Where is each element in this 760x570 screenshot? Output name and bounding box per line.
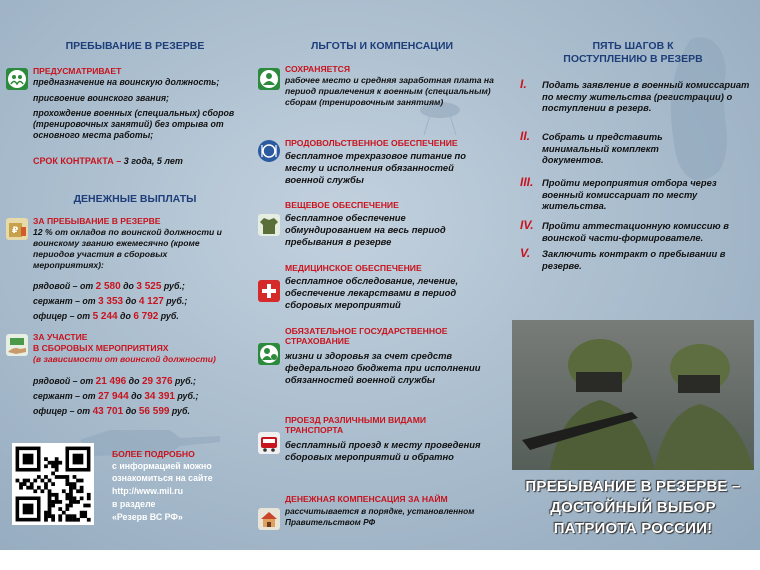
step-number-4: IV.	[520, 218, 534, 232]
connector: до	[128, 391, 145, 401]
connector: до	[117, 311, 134, 321]
reserve-pay-row	[33, 311, 179, 322]
food-icon	[258, 140, 280, 162]
benefit-text-medical: бесплатное обследование, лечение, обеспечение лекарствами в период сборовых мероприятий	[285, 275, 459, 310]
connector: до	[123, 296, 139, 306]
amount-to: 56 599	[138, 406, 170, 417]
more-info-line-5: «Резерв ВС РФ»	[112, 512, 183, 522]
slogan-line-1: ПРЕБЫВАНИЕ В РЕЗЕРВЕ –	[525, 478, 741, 495]
amount-from: 43 701	[92, 406, 124, 417]
benefit-text-clothing: бесплатное обеспечение обмундированием на весь период пребывания в резерве	[285, 212, 446, 247]
amount-to: 34 391	[144, 391, 175, 402]
benefit-text-rent: рассчитывается в порядке, установленном Правительством РФ	[285, 506, 475, 527]
currency-unit: руб.	[169, 406, 190, 416]
reserve-pay-row	[33, 281, 185, 292]
step-text-3: Пройти мероприятия отбора через военный комиссариат по месту жительства.	[542, 177, 717, 211]
benefit-label-workplace: СОХРАНЯЕТСЯ	[285, 64, 351, 74]
more-info-label: БОЛЕЕ ПОДРОБНО	[112, 449, 195, 459]
step-text-5: Заключить контракт о пребывании в резерве.	[542, 248, 726, 271]
column-benefits	[252, 0, 506, 550]
more-info-line-1: с информацией можно	[112, 461, 212, 471]
person-icon	[258, 68, 280, 90]
provides-label: ПРЕДУСМАТРИВАЕТ	[33, 66, 122, 76]
amount-from: 3 353	[98, 296, 124, 307]
connector: до	[123, 406, 139, 416]
connector: до	[126, 376, 142, 386]
benefit-label-rent: ДЕНЕЖНАЯ КОМПЕНСАЦИЯ ЗА НАЙМ	[285, 494, 448, 504]
provides-item-1: предназначение на воинскую должность;	[33, 77, 220, 87]
benefit-text-transport: бесплатный проезд к месту проведения сборовых мероприятий и обратно	[285, 439, 481, 462]
currency-unit: руб.;	[163, 296, 188, 306]
slogan-line-2: ДОСТОЙНЫЙ ВЫБОР	[550, 499, 716, 516]
participation-pay-row	[33, 391, 198, 402]
step-number-2: II.	[520, 129, 531, 143]
provides-item-2: присвоение воинского звания;	[33, 93, 169, 103]
reserve-pay-label: ЗА ПРЕБЫВАНИЕ В РЕЗЕРВЕ	[33, 216, 161, 226]
reserve-pay-text: 12 % от окладов по воинской должности и воинскому званию ежемесячно (кроме периодов участия в сборовых мероприятиях):	[33, 227, 222, 270]
contract-value: 3 года, 5 лет	[123, 156, 183, 166]
step-text-2: Собрать и представить минимальный комплект документов.	[542, 131, 663, 165]
contract-term	[33, 156, 183, 166]
rank-label: сержант – от	[33, 296, 99, 306]
participation-note: (в зависимости от воинской должности)	[33, 354, 216, 364]
benefit-label-insurance: ОБЯЗАТЕЛЬНОЕ ГОСУДАРСТВЕННОЕ СТРАХОВАНИЕ	[285, 326, 448, 346]
benefit-text-insurance: жизни и здоровья за счет средств федерального бюджета при исполнении обязанностей военной службы	[285, 350, 481, 385]
benefit-text-food: бесплатное трехразовое питание по месту и исполнения обязанностей военной службы	[285, 150, 466, 185]
step-number-1: I.	[520, 77, 527, 91]
benefit-text-workplace: рабочее место и средняя заработная плата на период привлечения к военным (специальным) сборам (тренировочным занятиям)	[285, 75, 494, 107]
participation-pay-row	[33, 376, 196, 387]
currency-unit: руб.;	[172, 376, 196, 386]
more-info-line-2: ознакомиться на сайте	[112, 473, 213, 483]
amount-to: 6 792	[133, 311, 159, 322]
participation-label-1: ЗА УЧАСТИЕ	[33, 332, 88, 342]
rank-label: офицер – от	[33, 406, 93, 416]
reserve-pay-row	[33, 296, 187, 307]
rank-label: рядовой – от	[33, 281, 96, 291]
svg-text:₽: ₽	[12, 226, 19, 236]
contract-label: СРОК КОНТРАКТА –	[33, 156, 122, 166]
amount-from: 21 496	[95, 376, 127, 387]
step-text-4: Пройти аттестационную комиссию в воинской части-формирователе.	[542, 220, 729, 243]
amount-to: 3 525	[136, 281, 162, 292]
step-number-3: III.	[520, 175, 534, 189]
section-title-payments: ДЕНЕЖНЫЕ ВЫПЛАТЫ	[73, 193, 197, 205]
soldiers-photo	[512, 320, 754, 470]
section-title-steps: ПЯТЬ ШАГОВ К ПОСТУПЛЕНИЮ В РЕЗЕРВ	[563, 40, 703, 65]
step-number-5: V.	[520, 246, 531, 260]
section-title-benefits: ЛЬГОТЫ И КОМПЕНСАЦИИ	[310, 40, 454, 52]
bus-icon	[258, 432, 280, 454]
step-text-1: Подать заявление в военный комиссариат по месту жительства (регистрации) о поступлении в резерв.	[542, 79, 750, 113]
money-icon	[6, 218, 28, 240]
medical-cross-icon	[258, 280, 280, 302]
more-info-line-4: в разделе	[112, 499, 156, 509]
site-link[interactable]: http://www.mil.ru	[112, 486, 184, 496]
rank-label: сержант – от	[33, 391, 99, 401]
benefit-label-food: ПРОДОВОЛЬСТВЕННОЕ ОБЕСПЕЧЕНИЕ	[285, 138, 458, 148]
amount-to: 29 376	[141, 376, 173, 387]
slogan-line-3: ПАТРИОТА РОССИИ!	[553, 520, 713, 537]
column-reserve	[0, 0, 252, 550]
section-title-reserve: ПРЕБЫВАНИЕ В РЕЗЕРВЕ	[65, 40, 205, 52]
amount-to: 4 127	[138, 296, 164, 307]
currency-unit: руб.;	[161, 281, 185, 291]
rank-label: офицер – от	[33, 311, 93, 321]
currency-unit: руб.;	[174, 391, 199, 401]
clothing-icon	[258, 214, 280, 236]
house-icon	[258, 508, 280, 530]
participation-pay-row	[33, 406, 190, 417]
benefit-label-transport: ПРОЕЗД РАЗЛИЧНЫМИ ВИДАМИ ТРАНСПОРТА	[285, 415, 427, 435]
insurance-icon	[258, 343, 280, 365]
currency-unit: руб.	[158, 311, 179, 321]
participation-label-2: В СБОРОВЫХ МЕРОПРИЯТИЯХ	[33, 343, 169, 353]
amount-from: 27 944	[98, 391, 129, 402]
connector: до	[120, 281, 137, 291]
hand-money-icon	[6, 334, 28, 356]
qr-code-icon[interactable]	[12, 443, 94, 525]
benefit-label-medical: МЕДИЦИНСКОЕ ОБЕСПЕЧЕНИЕ	[285, 263, 422, 273]
people-icon	[6, 68, 28, 90]
provides-item-3: прохождение военных (специальных) сборов (тренировочных занятий) без отрыва от основного места работы;	[33, 108, 235, 140]
amount-from: 2 580	[95, 281, 121, 292]
rank-label: рядовой – от	[33, 376, 96, 386]
benefit-label-clothing: ВЕЩЕВОЕ ОБЕСПЕЧЕНИЕ	[285, 200, 399, 210]
amount-from: 5 244	[92, 311, 118, 322]
